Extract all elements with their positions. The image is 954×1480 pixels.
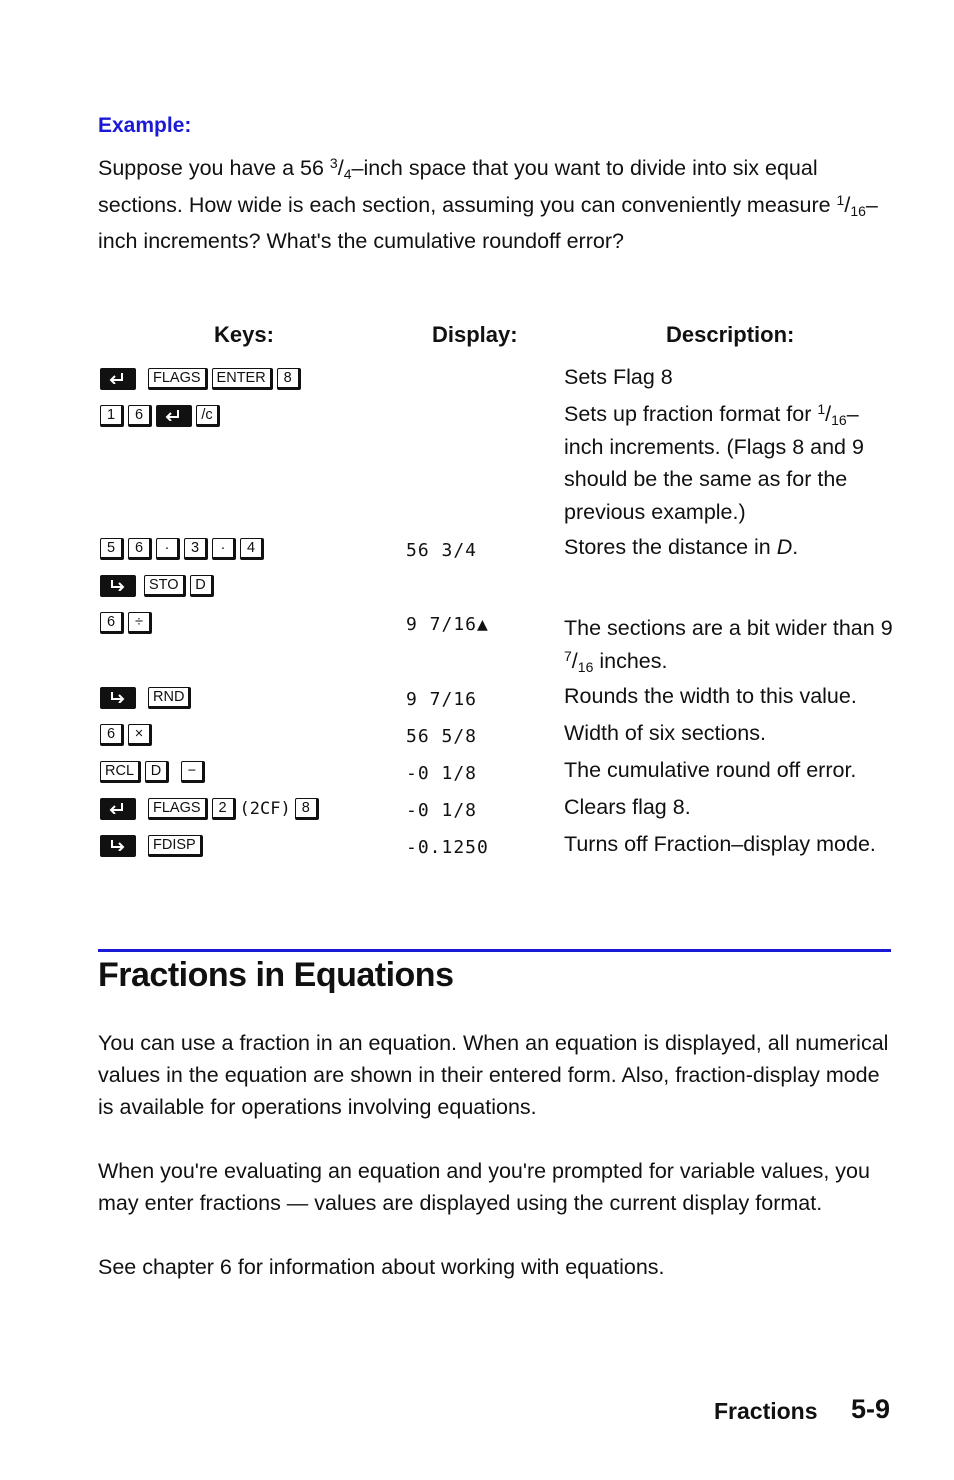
keys-cell: [100, 575, 214, 597]
keys-cell: [100, 368, 301, 390]
key: D: [190, 575, 214, 597]
key: ÷: [128, 612, 152, 634]
example-label: Example:: [98, 114, 192, 137]
key: 8: [295, 798, 319, 820]
paragraph: When you're evaluating an equation and you're prompted for variable values, you may enter fractions — values are displayed using the current display format.: [98, 1159, 870, 1215]
key: ENTER: [212, 368, 273, 390]
keys-cell: [100, 724, 152, 746]
display-cell: -0 1/8: [406, 800, 478, 821]
key: ×: [128, 724, 152, 746]
description-cell: The sections are a bit wider than 9 $^7/_{16}$ inches.: [564, 616, 893, 675]
key: 1: [100, 405, 124, 427]
display-cell: 9 7/16: [406, 689, 478, 710]
right-shift-key-icon: [100, 835, 136, 857]
paragraph: You can use a fraction in an equation. When an equation is displayed, all numerical values in the equation are shown in their entered form. Also, fraction-display mode is available for operations involving equations.: [98, 1031, 889, 1119]
key: STO: [144, 575, 186, 597]
key: FLAGS: [148, 368, 208, 390]
keys-cell: [100, 798, 319, 820]
key: 6: [100, 724, 124, 746]
key: ·: [156, 538, 180, 560]
key: 3: [184, 538, 208, 560]
keys-cell: [100, 538, 264, 560]
right-shift-key-icon: [100, 575, 136, 597]
key: FDISP: [148, 835, 203, 857]
key: RND: [148, 687, 191, 709]
key: 2: [212, 798, 236, 820]
key: −: [181, 761, 205, 783]
key: ·: [212, 538, 236, 560]
display-cell: -0 1/8: [406, 763, 478, 784]
key: 8: [277, 368, 301, 390]
description-cell: Sets Flag 8: [564, 365, 673, 389]
key: /c: [196, 405, 220, 427]
paragraph: See chapter 6 for information about working with equations.: [98, 1255, 665, 1279]
description-cell: Clears flag 8.: [564, 795, 691, 819]
left-shift-key-icon: [156, 405, 192, 427]
description-cell: Stores the distance in D.: [564, 535, 799, 559]
header-description: Description:: [666, 322, 795, 347]
description-cell: The cumulative round off error.: [564, 758, 857, 782]
keys-cell: [100, 687, 191, 709]
key: 6: [100, 612, 124, 634]
left-shift-key-icon: [100, 798, 136, 820]
description-cell: Rounds the width to this value.: [564, 684, 857, 708]
section-divider: [98, 949, 891, 952]
key: 4: [240, 538, 264, 560]
display-cell: 56 5/8: [406, 726, 478, 747]
key: 5: [100, 538, 124, 560]
footer-chapter: Fractions: [714, 1398, 818, 1424]
keys-cell: [100, 405, 220, 427]
key: 6: [128, 405, 152, 427]
right-shift-key-icon: [100, 687, 136, 709]
description-cell: Turns off Fraction–display mode.: [564, 832, 876, 856]
display-cell: 56 3/4: [406, 540, 478, 561]
keys-cell: [100, 835, 203, 857]
keys-cell: [100, 761, 205, 783]
header-display: Display:: [432, 322, 518, 347]
key: D: [145, 761, 169, 783]
key: 6: [128, 538, 152, 560]
section-title: Fractions in Equations: [98, 956, 454, 994]
keys-cell: [100, 612, 152, 634]
header-keys: Keys:: [214, 322, 274, 347]
inline-label: (2CF): [239, 799, 291, 819]
display-cell: 9 7/16▲: [406, 614, 489, 635]
description-cell: Sets up fraction format for $^1/_{16}$–inch increments. (Flags 8 and 9 should be the same as for the previous example.): [564, 401, 864, 524]
example-intro: Suppose you have a 56 $^3/_4$–inch space that you want to divide into six equal sections. How wide is each section, assuming you can conveniently measure $^1/_{16}$–inch increments? What's the cumulative roundoff error?: [98, 155, 878, 253]
key: FLAGS: [148, 798, 208, 820]
left-shift-key-icon: [100, 368, 136, 390]
description-cell: Width of six sections.: [564, 721, 766, 745]
key: RCL: [100, 761, 141, 783]
display-cell: -0.1250: [406, 837, 489, 858]
page-number: 5-9: [851, 1394, 891, 1424]
